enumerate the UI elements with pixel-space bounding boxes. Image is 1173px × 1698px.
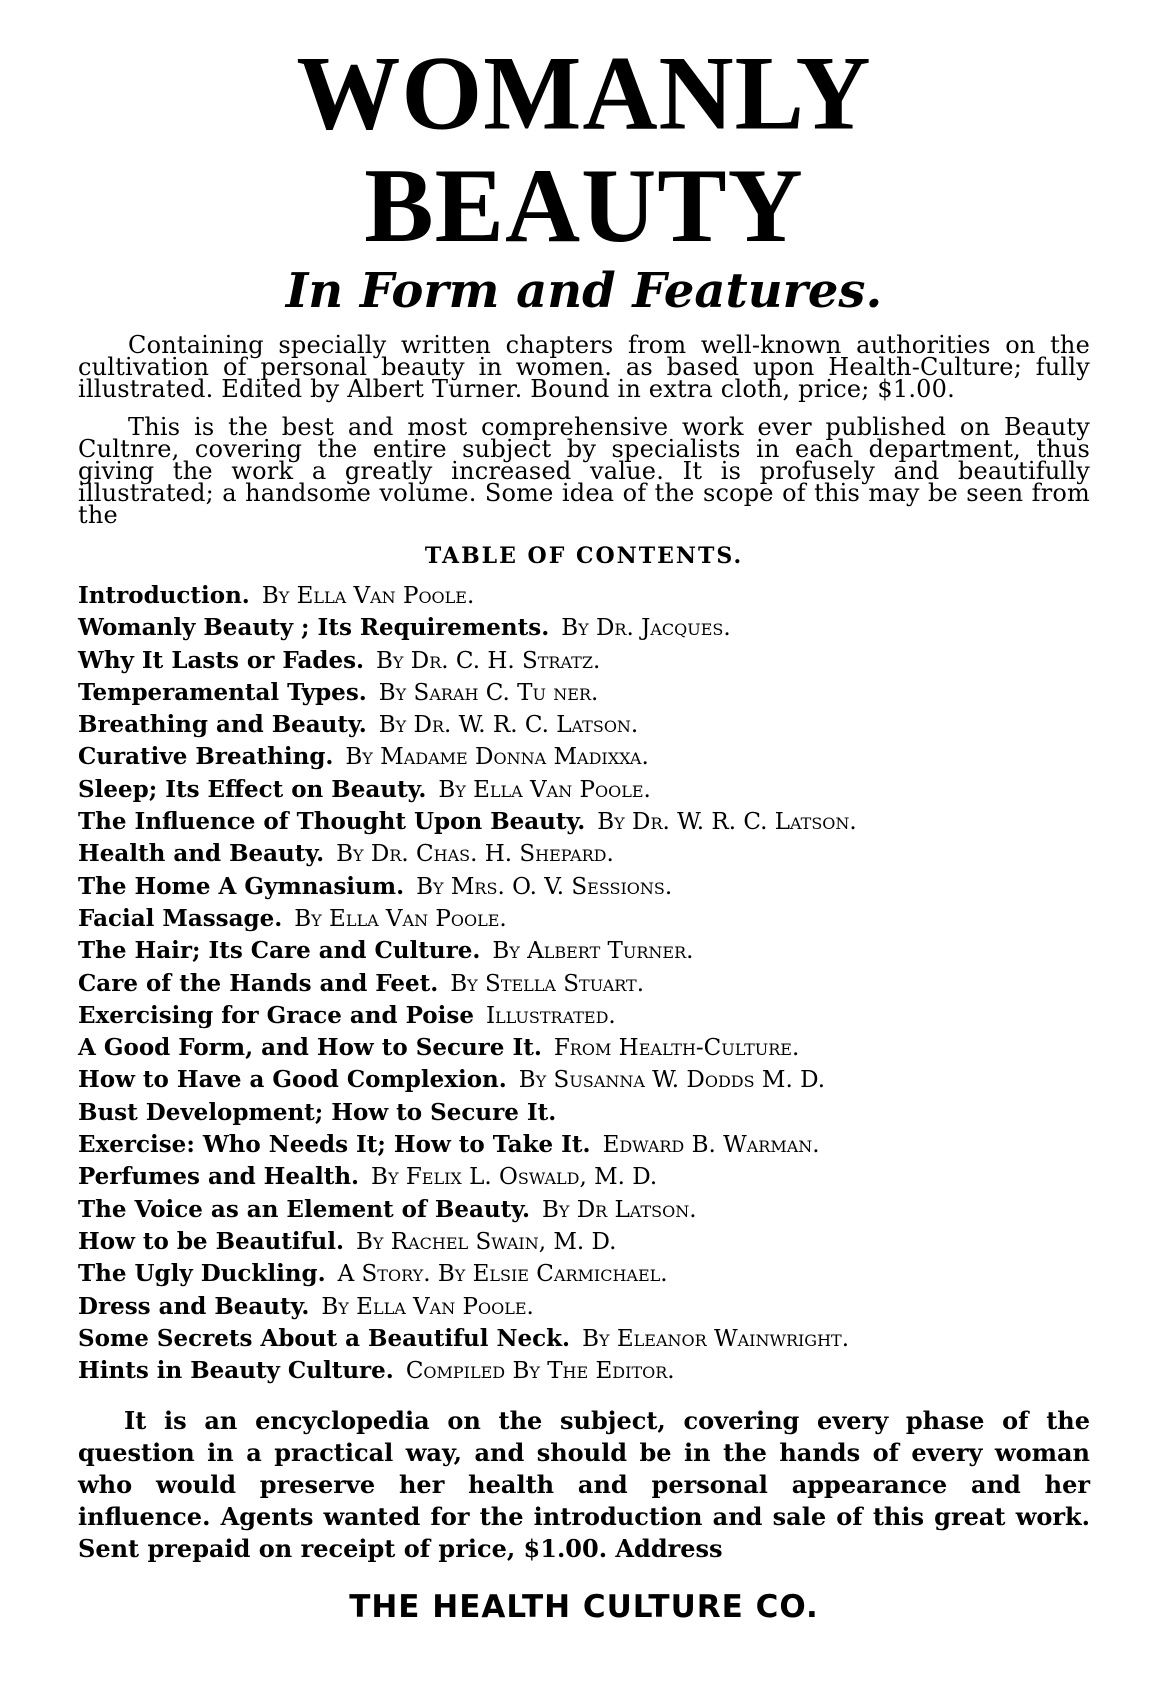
toc-entry [78, 709, 1090, 741]
toc-entry-title: Breathing and Beauty. [78, 711, 367, 739]
toc-entry [78, 1355, 1090, 1387]
toc-entry [78, 1000, 1090, 1032]
toc-entry-author: By Ella Van Poole. [438, 776, 651, 803]
toc-entry-author: By Ella Van Poole. [261, 583, 475, 609]
toc-entry-title: Temperamental Types. [78, 678, 367, 706]
toc-entry [78, 1323, 1090, 1355]
toc-entry-author: By Felix L. Oswald, M. D. [371, 1164, 658, 1191]
toc-entry-title: The Hair; Its Care and Culture. [78, 937, 481, 965]
advertisement-page [78, 34, 1090, 1627]
publisher-name: THE HEALTH CULTURE CO. [349, 1589, 819, 1626]
toc-entry-author: A Story. By Elsie Carmichael. [337, 1261, 668, 1288]
toc-entry-author: By Stella Stuart. [450, 970, 645, 997]
toc-entry [78, 774, 1090, 806]
toc-entry [78, 838, 1090, 870]
toc-entry-title: Care of the Hands and Feet. [78, 969, 439, 997]
toc-entry [78, 1064, 1090, 1096]
toc-entry-title: The Influence of Thought Upon Beauty. [78, 808, 586, 836]
toc-entry [78, 580, 1090, 612]
intro-paragraph-2: This is the best and most comprehensive work ever published on Beauty Cultnre, covering the entire subject by specialists in each department, thus giving the work a greatly increased value. It is profusely and beautifully illustrated; a handsome volume. Some idea of the scope of this may be seen from the [78, 413, 1090, 529]
toc-entry-author: By Dr. W. R. C. Latson. [597, 809, 857, 836]
toc-entry-author: By Sarah C. Tu ner. [378, 679, 599, 706]
toc-entry-author: By Susanna W. Dodds M. D. [518, 1067, 826, 1094]
toc-entry [78, 903, 1090, 935]
toc-entry [78, 612, 1090, 644]
toc-entry [78, 1226, 1090, 1258]
toc-entry-title: The Ugly Duckling. [78, 1260, 326, 1288]
toc-entry [78, 1032, 1090, 1064]
toc-entry [78, 935, 1090, 967]
toc-entry-author: Illustrated. [485, 1002, 616, 1029]
toc-entry [78, 645, 1090, 677]
toc-entry-title: Dress and Beauty. [78, 1292, 310, 1320]
toc-entry [78, 677, 1090, 709]
toc-entry-title: The Voice as an Element of Beauty. [78, 1195, 530, 1223]
toc-entry-author: Compiled By The Editor. [405, 1358, 675, 1385]
toc-entry [78, 741, 1090, 773]
toc-entry-title: Curative Breathing. [78, 743, 334, 771]
toc-entry-title: A Good Form, and How to Secure It. [78, 1034, 542, 1062]
toc-heading: TABLE OF CONTENTS. [424, 543, 744, 569]
toc-entry-author: From Health-Culture. [553, 1035, 800, 1062]
toc-entry-title: How to be Beautiful. [78, 1227, 344, 1255]
toc-entry-author: By Dr. Chas. H. Shepard. [336, 841, 614, 868]
toc-entry [78, 1258, 1090, 1290]
toc-entry [78, 968, 1090, 1000]
toc-entry-author: By Albert Turner. [492, 938, 694, 965]
toc-entry-title: Why It Lasts or Fades. [78, 646, 365, 674]
toc-entry [78, 1291, 1090, 1323]
toc-entry-title: Exercising for Grace and Poise [78, 1001, 474, 1029]
closing-paragraph: It is an encyclopedia on the subject, covering every phase of the question in a practical way, and should be in the hands of every woman who would preserve her health and personal appearance and her influence. Agents wanted for the introduction and sale of this great work. Sent prepaid on receipt of price, $1.00. Address [78, 1406, 1090, 1564]
toc-entry [78, 1097, 1090, 1129]
toc-entry-title: Facial Massage. [78, 904, 283, 932]
toc-entry-title: Sleep; Its Effect on Beauty. [78, 775, 427, 803]
toc-entry-title: Perfumes and Health. [78, 1163, 360, 1191]
toc-entry [78, 1194, 1090, 1226]
toc-entry-title: How to Have a Good Complexion. [78, 1066, 507, 1094]
toc-entry-author: By Ella Van Poole. [321, 1293, 534, 1320]
toc-entry [78, 1161, 1090, 1193]
toc-entry [78, 806, 1090, 838]
toc-entry-author: By Madame Donna Madixxa. [345, 744, 649, 771]
toc-entry-title: Bust Development; How to Secure It. [78, 1098, 557, 1126]
page-subtitle: In Form and Features. [285, 263, 883, 319]
intro-paragraph-1: Containing specially written chapters from well-known authorities on the cultivation of personal beauty in women. as based upon Health-Culture; fully illustrated. Edited by Albert Turner. Bound in extra cloth, price; $1.00. [78, 331, 1090, 403]
toc-entry-title: Health and Beauty. [78, 840, 325, 868]
toc-entry-author: By Rachel Swain, M. D. [356, 1228, 617, 1255]
toc-entry-title: Hints in Beauty Culture. [78, 1357, 394, 1385]
toc-entry-author: By Dr. Jacques. [561, 615, 731, 642]
toc-entry-author: By Dr Latson. [541, 1196, 697, 1223]
toc-entry-title: Womanly Beauty ; Its Requirements. [78, 614, 550, 642]
toc-entry-title: The Home A Gymnasium. [78, 872, 405, 900]
toc-entry-author: By Dr. W. R. C. Latson. [378, 712, 639, 739]
page-title: WOMANLY BEAUTY [296, 34, 872, 265]
toc-entry-title: Exercise: Who Needs It; How to Take It. [78, 1131, 591, 1159]
toc-entry-author: By Ella Van Poole. [294, 905, 507, 932]
toc-entry-author: Edward B. Warman. [602, 1132, 820, 1159]
toc-entry-author: By Mrs. O. V. Sessions. [416, 873, 673, 900]
toc-entry-title: Some Secrets About a Beautiful Neck. [78, 1324, 571, 1352]
toc-entry [78, 1129, 1090, 1161]
toc-entry-author: By Dr. C. H. Stratz. [376, 647, 601, 674]
toc-entry [78, 871, 1090, 903]
toc-entry-title: Introduction. [78, 582, 250, 609]
table-of-contents [78, 580, 1090, 1387]
toc-entry-author: By Eleanor Wainwright. [582, 1325, 850, 1352]
